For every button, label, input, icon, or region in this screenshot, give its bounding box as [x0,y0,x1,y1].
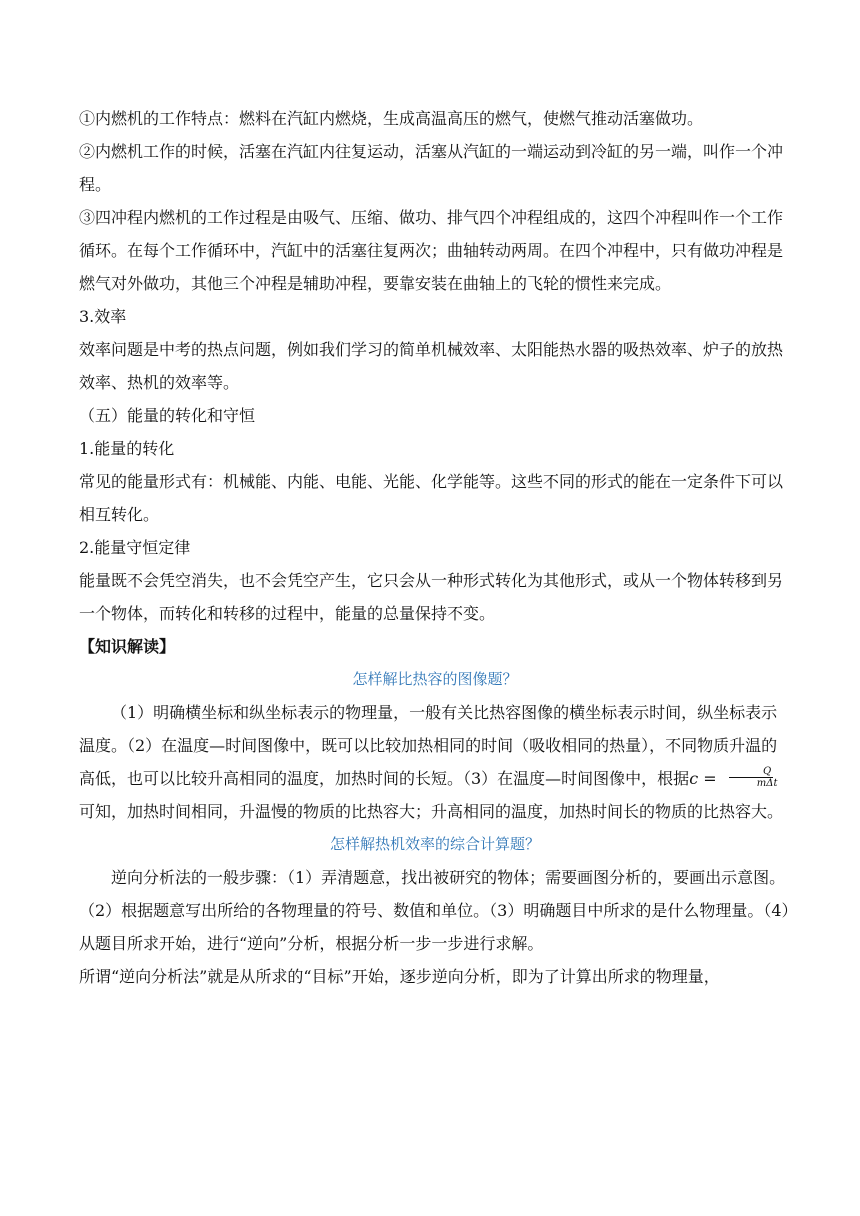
formula-numerator: Q [729,766,773,778]
document-page [79,102,791,993]
paragraph-engine-features: ①内燃机的工作特点：燃料在汽缸内燃烧，生成高温高压的燃气，使燃气推动活塞做功。 [79,109,704,128]
paragraph-reverse-analysis-definition: 所谓“逆向分析法”就是从所求的“目标”开始，逐步逆向分析，即为了计算出所求的物理量， [79,967,720,986]
formula-lhs: c = [689,769,722,788]
paragraph-specific-heat-method [79,696,791,828]
heading-section-five: （五）能量的转化和守恒 [79,406,256,425]
paragraph-stroke-definition: ②内燃机工作的时候，活塞在汽缸内往复运动，活塞从汽缸的一端运动到冷缸的另一端，叫作一个冲程。 [79,142,784,194]
formula-denominator: mΔt [756,778,778,789]
heading-efficiency: 3.效率 [79,307,127,326]
title-heat-engine-efficiency: 怎样解热机效率的综合计算题？ [329,835,540,853]
paragraph-energy-conservation: 能量既不会凭空消失，也不会凭空产生，它只会从一种形式转化为其他形式，或从一个物体转移到另一个物体，而转化和转移的过程中，能量的总量保持不变。 [79,571,784,623]
heading-energy-conversion: 1.能量的转化 [79,439,175,458]
paragraph-reverse-analysis-steps: 逆向分析法的一般步骤：（1）弄清题意，找出被研究的物体；需要画图分析的，要画出示意图。（2）根据题意写出所给的各物理量的符号、数值和单位。（3）明确题目中所求的是什么物理量。（4）从题目所求开始，进行“逆向”分析，根据分析一步一步进行求解。 [79,868,790,953]
title-specific-heat-graph: 怎样解比热容的图像题？ [352,670,518,688]
paragraph-energy-conversion: 常见的能量形式有：机械能、内能、电能、光能、化学能等。这些不同的形式的能在一定条件下可以相互转化。 [79,472,784,524]
paragraph-efficiency: 效率问题是中考的热点问题，例如我们学习的简单机械效率、太阳能热水器的吸热效率、炉子的放热效率、热机的效率等。 [79,340,784,392]
paragraph-four-stroke-cycle: ③四冲程内燃机的工作过程是由吸气、压缩、做功、排气四个冲程组成的，这四个冲程叫作一个工作循环。在每个工作循环中，汽缸中的活塞往复两次；曲轴转动两周。在四个冲程中，只有做功冲程是燃气对外做功，其他三个冲程是辅助冲程，要靠安装在曲轴上的飞轮的惯性来完成。 [79,208,784,293]
formula-fraction [724,766,779,789]
specific-heat-formula [689,766,780,789]
paragraph-specific-heat-text-after: 可知，加热时间相同，升温慢的物质的比热容大；升高相同的温度，加热时间长的物质的比热容大。 [79,802,784,821]
paragraph-specific-heat-text-before: （1）明确横坐标和纵坐标表示的物理量，一般有关比热容图像的横坐标表示时间，纵坐标表示温度。（2）在温度—时间图像中，既可以比较加热相同的时间（吸收相同的热量），不同物质升温的高低，也可以比较升高相同的温度，加热时间的长短。（3）在温度—时间图像中，根据 [79,703,778,788]
heading-energy-conservation: 2.能量守恒定律 [79,538,191,557]
heading-knowledge-interpretation: 【知识解读】 [79,637,176,656]
